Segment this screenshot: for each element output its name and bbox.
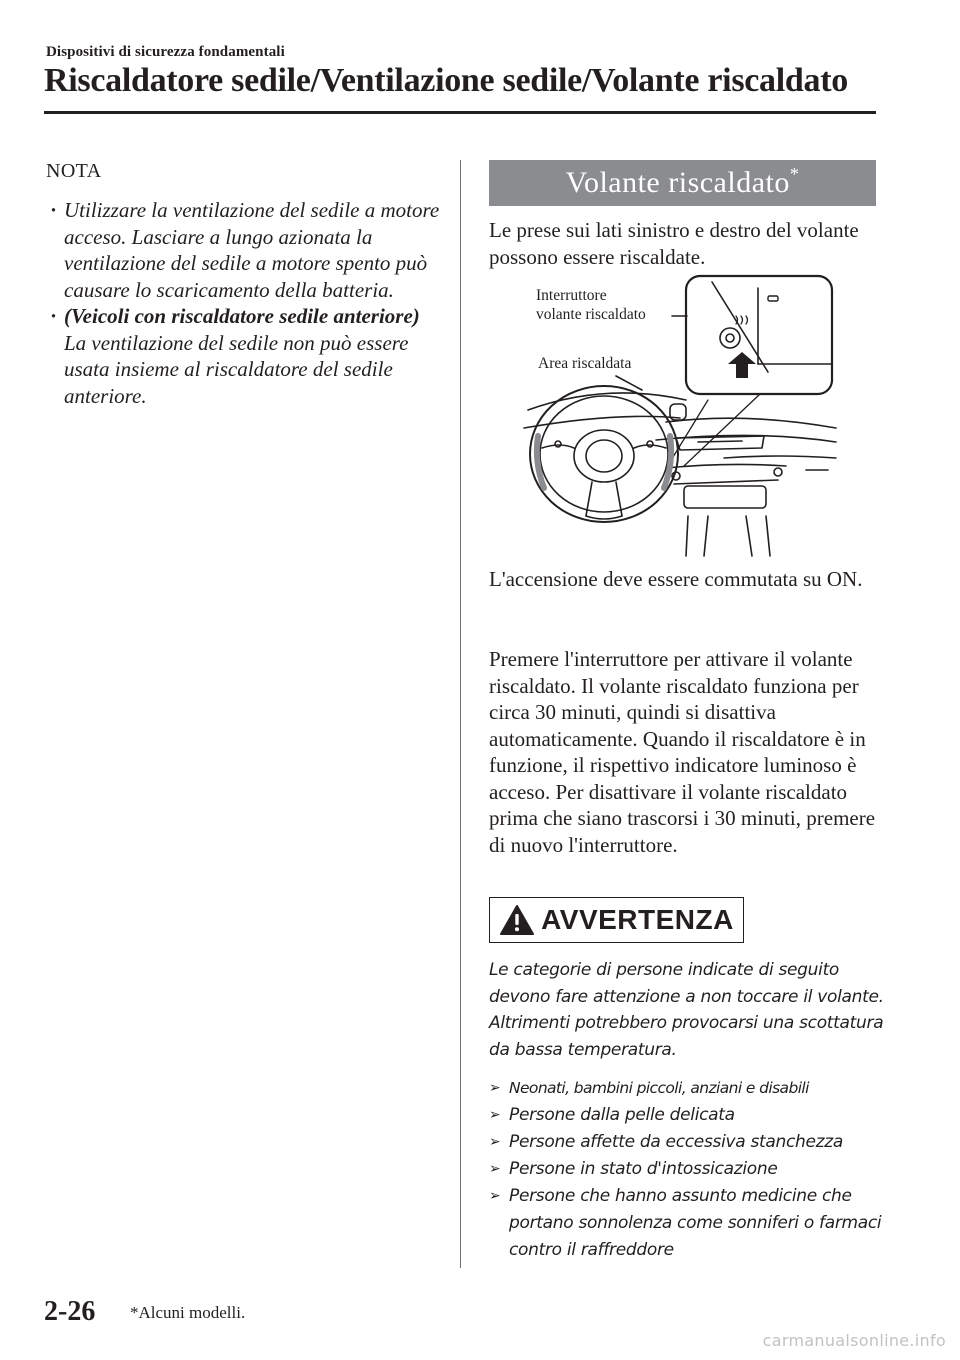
some-models-mark: * (789, 164, 800, 184)
ignition-paragraph: L'accensione deve essere commutata su ON. (489, 567, 863, 591)
note-item-front-heater (46, 303, 446, 409)
page-number: 2-26 (44, 1296, 96, 1327)
arrow-bullet-icon: ➢ (489, 1188, 501, 1204)
intro-paragraph: Le prese sui lati sinistro e destro del volante possono essere riscaldate. (489, 218, 859, 269)
note-item-condition: (Veicoli con riscaldatore sedile anteriore) (64, 304, 420, 328)
warning-triangle-icon (499, 904, 535, 936)
list-item-text: Persone affette da eccessiva stanchezza (509, 1132, 844, 1152)
list-item-text: Persone in stato d'intossicazione (509, 1159, 778, 1179)
list-item-text: Persone dalla pelle delicata (509, 1105, 735, 1125)
list-item (489, 1129, 884, 1156)
arrow-bullet-icon: ➢ (489, 1134, 501, 1150)
note-item-text: La ventilazione del sedile non può essere usata insieme al riscaldatore del sedile anteriore. (64, 330, 409, 408)
list-item (489, 1183, 884, 1264)
label-heated-area: Area riscaldata (538, 355, 632, 372)
list-item (489, 1102, 884, 1129)
steering-wheel (530, 386, 678, 522)
page-title: Riscaldatore sedile/Ventilazione sedile/Volante riscaldato (44, 62, 848, 99)
list-item-text: Neonati, bambini piccoli, anziani e disabili (509, 1079, 809, 1097)
column-divider (460, 160, 461, 1268)
arrow-bullet-icon: ➢ (489, 1161, 501, 1177)
note-item-text: Utilizzare la ventilazione del sedile a motore acceso. Lasciare a lungo azionata la ventilazione del sedile a motore spento può causare lo scaricamento della batteria. (64, 198, 440, 302)
watermark: carmanualsonline.info (762, 1331, 946, 1350)
footnote: *Alcuni modelli. (130, 1303, 246, 1322)
arrow-bullet-icon: ➢ (489, 1080, 501, 1096)
operation-paragraph: Premere l'interruttore per attivare il volante riscaldato. Il volante riscaldato funziona per circa 30 minuti, quindi si disattiva automaticamente. Quando il riscaldatore è in funzione, il rispettivo indicatore luminoso è acceso. Per disattivare il volante riscaldato prima che siano trascorsi i 30 minuti, premere di nuovo l'interruttore. (489, 647, 876, 857)
note-item-battery (46, 197, 446, 303)
list-item-text: Persone che hanno assunto medicine che portano sonnolenza come sonniferi o farmaci contro il raffreddore (509, 1186, 882, 1260)
heated-wheel-illustration (516, 272, 838, 558)
warning-title: AVVERTENZA (541, 904, 734, 935)
note-heading: NOTA (46, 160, 102, 182)
note-block (46, 160, 446, 409)
list-item (489, 1156, 884, 1183)
bullet-dot: · (50, 304, 58, 328)
section-header-heated-wheel (489, 160, 876, 206)
list-item (489, 1075, 884, 1102)
section-header-title: Volante riscaldato (565, 166, 790, 199)
warning-list (489, 1075, 884, 1264)
arrow-bullet-icon: ➢ (489, 1107, 501, 1123)
warning-box (489, 897, 744, 943)
bullet-dot: · (50, 198, 58, 222)
title-rule (44, 111, 876, 114)
section-label: Dispositivi di sicurezza fondamentali (46, 44, 285, 60)
warning-text: Le categorie di persone indicate di seguito devono fare attenzione a non toccare il volante. Altrimenti potrebbero provocarsi una scottatura da bassa temperatura. (489, 960, 884, 1060)
heated-area-arrow-icon (728, 352, 756, 378)
label-heated-wheel-switch: Interruttore volante riscaldato (536, 287, 646, 323)
